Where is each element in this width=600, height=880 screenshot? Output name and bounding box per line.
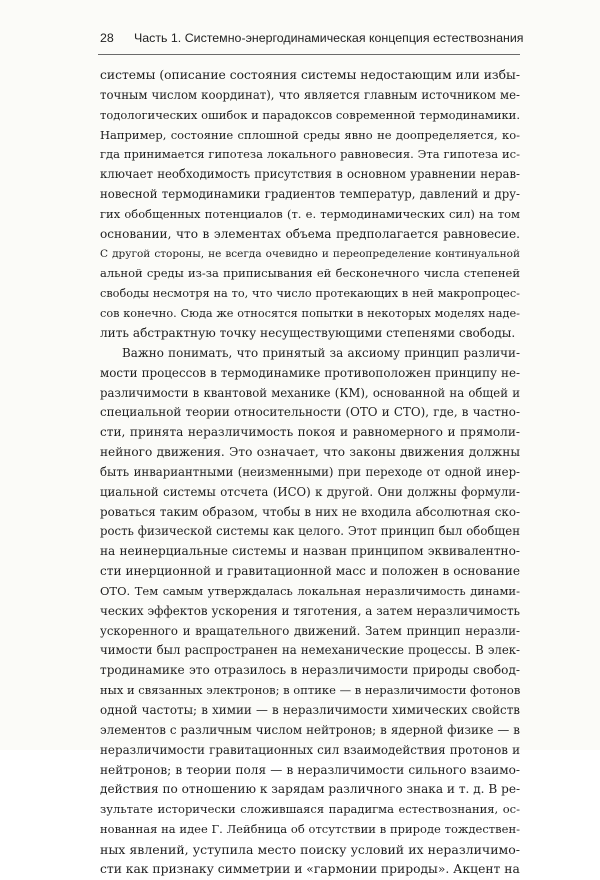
text-line: ных явлений, уступила место поиску условий их неразличимо-	[100, 841, 520, 857]
page-number: 28	[100, 31, 114, 45]
text-line: Важно понимать, что принятый за аксиому принцип различи-	[122, 345, 520, 360]
text-line: системы (описание состояния системы недостающим или избы-	[100, 68, 520, 82]
paragraph	[100, 344, 520, 880]
text-line: сти, принята неразличимость покоя и равномерного и прямоли-	[100, 425, 520, 440]
text-line: Например, состояние сплошной среды явно не доопределяется, ко-	[100, 127, 520, 142]
text-line: ных и связанных электронов; в оптике — в неразличимости фотонов	[100, 683, 521, 698]
text-line: ускоренного и вращательного движений. Затем принцип неразли-	[100, 623, 520, 638]
text-line: сти инерционной и гравитационной масс и положен в основание	[100, 564, 520, 579]
text-line: элементов с различным числом нейтронов; в ядерной физике — в	[100, 722, 520, 737]
text-line: различимости в квантовой механике (КМ), основанной на общей и	[100, 385, 520, 400]
text-line: нейного движения. Это означает, что законы движения должны	[100, 445, 520, 460]
text-line: основании, что в элементах объема предполагается равновесие.	[100, 226, 520, 241]
text-line: на неинерциальные системы и назван принципом эквивалентно-	[100, 544, 520, 559]
text-line: зультате исторически сложившаяся парадигма естествознания, ос-	[100, 802, 520, 817]
text-line: чимости был распространен на немеханические процессы. В элек-	[100, 643, 520, 658]
text-line: гда принимается гипотеза локального равновесия. Эта гипотеза ис-	[100, 147, 520, 162]
text-line: ключает необходимость присутствия в основном уравнении нерав-	[100, 167, 520, 182]
text-line: альной среды из-за приписывания ей бесконечного числа степеней	[100, 266, 520, 281]
text-line: ОТО. Тем самым утверждалась локальная неразличимость динами-	[100, 583, 520, 598]
running-head	[100, 31, 524, 45]
text-line: циальной системы отсчета (ИСО) к другой. Они должны формули-	[100, 484, 520, 499]
text-line: свободы несмотря на то, что число протекающих в ней макропроцес-	[100, 287, 520, 301]
text-line: специальной теории относительности (ОТО и СТО), где, в частно-	[100, 405, 520, 420]
text-line: ческих эффектов ускорения и тяготения, а затем неразличимость	[100, 603, 520, 618]
text-line: лить абстрактную точку несуществующими степенями свободы.	[100, 325, 516, 340]
text-line: неразличимости гравитационных сил взаимодействия протонов и	[100, 742, 520, 757]
header-rule	[98, 54, 520, 55]
text-line: роваться таким образом, чтобы в них не входила абсолютная ско-	[100, 504, 520, 519]
text-line: мости процессов в термодинамике противоположен принципу не-	[100, 365, 520, 380]
text-line: тродинамике это отразилось в неразличимости природы свобод-	[100, 663, 520, 678]
running-title: Часть 1. Системно-энергодинамическая концепция естествознания	[134, 31, 524, 45]
text-line: действия по отношению к зарядам различного знака и т. д. В ре-	[100, 782, 521, 797]
text-line: точным числом координат), что является главным источником ме-	[100, 87, 520, 102]
text-line: С другой стороны, не всегда очевидно и переопределение континуальной	[100, 247, 520, 260]
text-line: рость физической системы как целого. Этот принцип был обобщен	[100, 524, 520, 539]
text-line: тодологических ошибок и парадоксов современной термодинамики.	[100, 107, 520, 122]
text-line: одной частоты; в химии — в неразличимости химических свойств	[100, 703, 520, 717]
text-line: сти как признаку симметрии и «гармонии природы». Акцент на	[100, 861, 520, 876]
text-line: быть инвариантными (неизменными) при переходе от одной инер-	[100, 464, 520, 479]
body-text	[100, 66, 520, 880]
text-line: новесной термодинамики градиентов температур, давлений и дру-	[100, 187, 520, 202]
text-line: нейтронов; в теории поля — в неразличимости сильного взаимо-	[100, 762, 520, 777]
text-line: нованная на идее Г. Лейбница об отсутствии в природе тождествен-	[100, 822, 520, 837]
text-line: сов конечно. Сюда же относятся попытки в некоторых моделях наде-	[100, 307, 520, 321]
text-line: гих обобщенных потенциалов (т. е. термодинамических сил) на том	[100, 206, 520, 221]
paragraph	[100, 66, 520, 344]
